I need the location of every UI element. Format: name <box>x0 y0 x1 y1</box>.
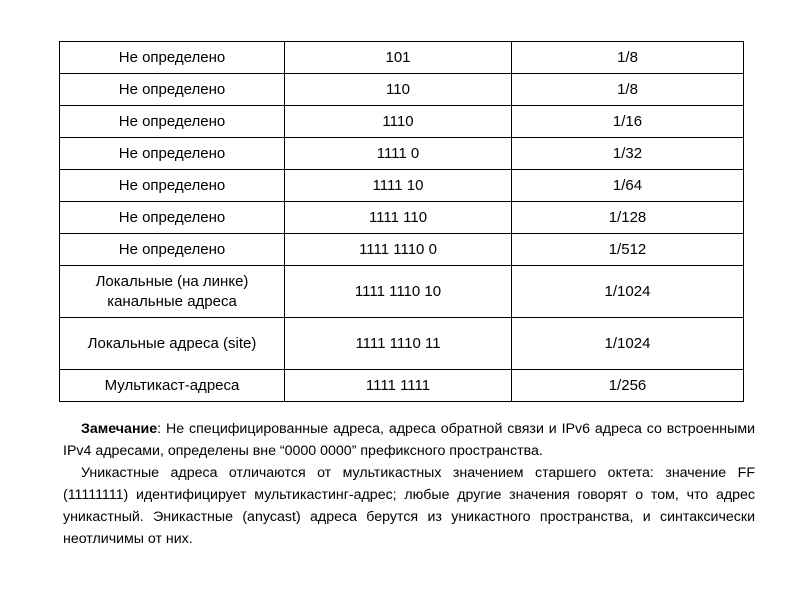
fraction-cell: 1/1024 <box>512 318 744 370</box>
unicast-paragraph: Уникастные адреса отличаются от мультикастных значением старшего октета: значение FF (11111111) идентифицирует мультикастинг-адрес; любые другие значения говорят о том, что адрес уникастный. Эникастные (anycast) адреса берутся из уникастного пространства, и синтаксически неотличимы от них. <box>63 465 755 547</box>
prefix-cell: 1111 0 <box>285 138 512 170</box>
type-cell: Локальные (на линке) канальные адреса <box>60 266 285 318</box>
table-row <box>60 106 744 138</box>
type-cell: Не определено <box>60 234 285 266</box>
type-cell: Не определено <box>60 42 285 74</box>
type-cell: Не определено <box>60 74 285 106</box>
prefix-cell: 1111 1110 11 <box>285 318 512 370</box>
table-row <box>60 234 744 266</box>
fraction-cell: 1/256 <box>512 370 744 402</box>
prefix-cell: 1111 1110 0 <box>285 234 512 266</box>
type-cell: Не определено <box>60 170 285 202</box>
table-row <box>60 318 744 370</box>
address-allocation-table <box>59 41 744 402</box>
fraction-cell: 1/8 <box>512 74 744 106</box>
fraction-cell: 1/32 <box>512 138 744 170</box>
prefix-cell: 101 <box>285 42 512 74</box>
notes-section <box>63 418 755 550</box>
type-cell: Мультикаст-адреса <box>60 370 285 402</box>
remark-text: : Не специфицированные адреса, адреса обратной связи и IPv6 адреса со встроенными IPv4 адресами, определены вне “0000 0000” префиксного пространства. <box>63 421 755 459</box>
fraction-cell: 1/16 <box>512 106 744 138</box>
prefix-cell: 1111 1111 <box>285 370 512 402</box>
remark-label: Замечание <box>81 421 158 437</box>
table-row <box>60 74 744 106</box>
fraction-cell: 1/512 <box>512 234 744 266</box>
table-row <box>60 138 744 170</box>
type-cell: Не определено <box>60 138 285 170</box>
table-row <box>60 266 744 318</box>
fraction-cell: 1/8 <box>512 42 744 74</box>
prefix-cell: 1111 1110 10 <box>285 266 512 318</box>
fraction-cell: 1/128 <box>512 202 744 234</box>
type-cell: Не определено <box>60 202 285 234</box>
prefix-cell: 1110 <box>285 106 512 138</box>
prefix-cell: 110 <box>285 74 512 106</box>
prefix-cell: 1111 110 <box>285 202 512 234</box>
table-row <box>60 170 744 202</box>
type-cell: Локальные адреса (site) <box>60 318 285 370</box>
table-row <box>60 42 744 74</box>
remark-paragraph <box>63 418 755 462</box>
type-cell: Не определено <box>60 106 285 138</box>
table-row <box>60 202 744 234</box>
fraction-cell: 1/64 <box>512 170 744 202</box>
fraction-cell: 1/1024 <box>512 266 744 318</box>
table-row <box>60 370 744 402</box>
prefix-cell: 1111 10 <box>285 170 512 202</box>
